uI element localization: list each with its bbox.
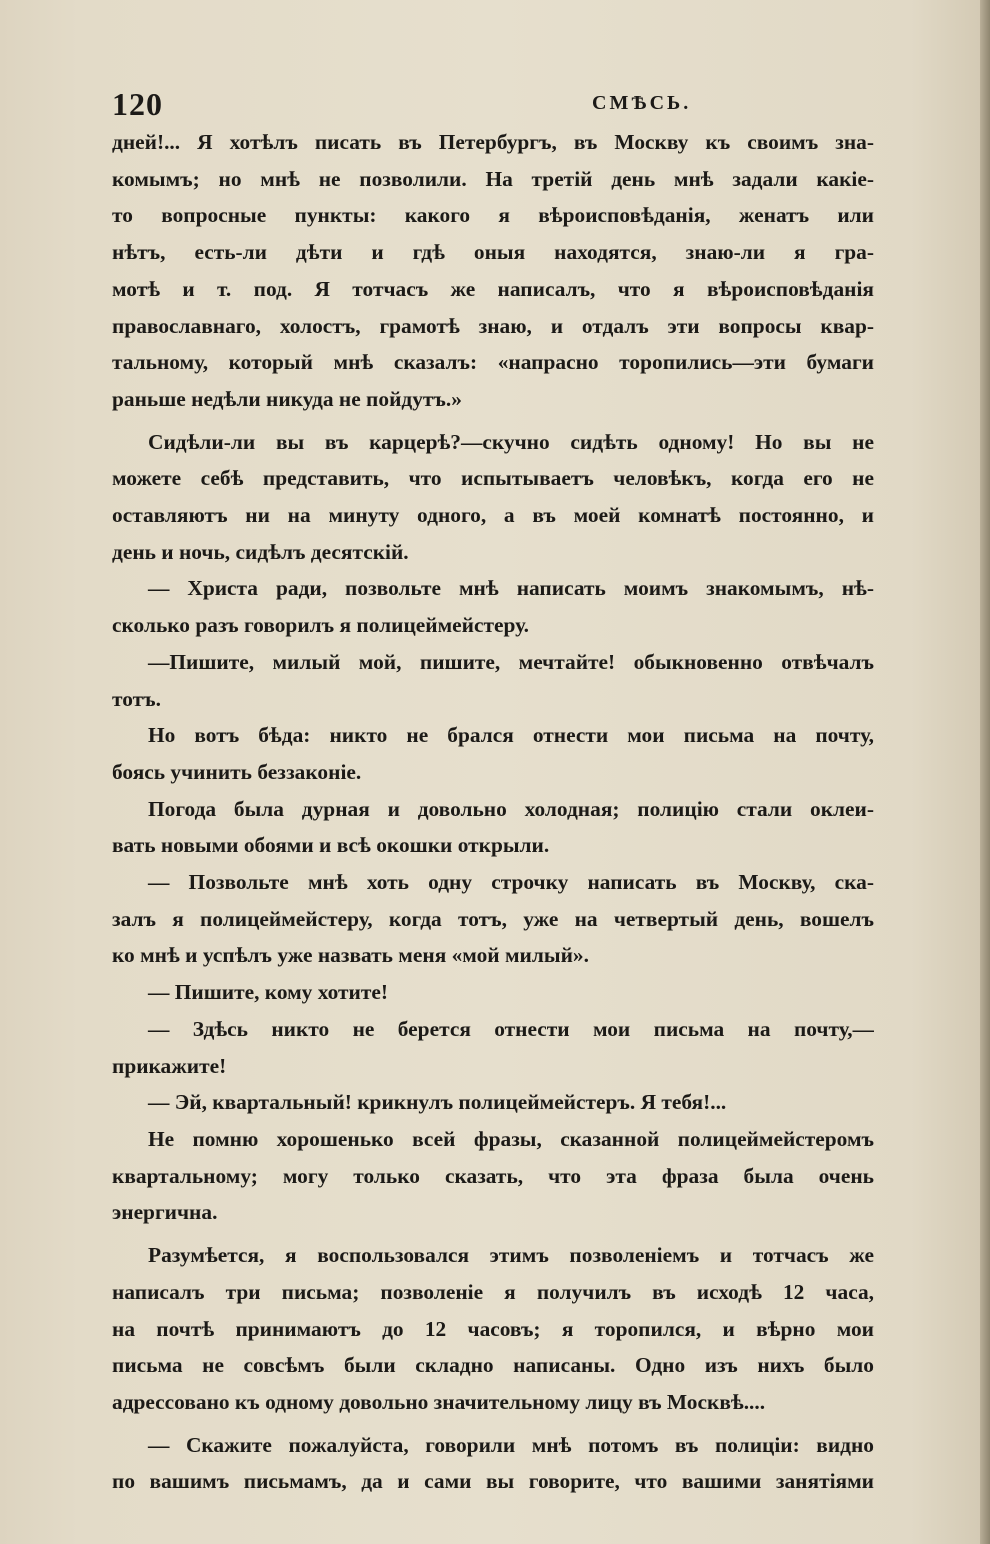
text-line: день и ночь, сидѣлъ десятскій. xyxy=(112,539,409,564)
text-line: Погода была дурная и довольно холодная; полицію стали оклеи- xyxy=(148,796,874,821)
text-line: сколько разъ говорилъ я полицеймейстеру. xyxy=(112,613,530,638)
text-line: Разумѣется, я воспользовался этимъ позволеніемъ и тотчасъ же xyxy=(148,1243,874,1268)
text-line: —Пишите, милый мой, пишите, мечтайте! обыкновенно отвѣчалъ xyxy=(148,649,874,674)
text-line: дней!... Я хотѣлъ писать въ Петербургъ, въ Москву къ своимъ зна- xyxy=(112,130,874,154)
text-line: квартальному; могу только сказать, что эта фраза была очень xyxy=(112,1163,874,1188)
text-line: прикажите! xyxy=(112,1053,227,1078)
page-header xyxy=(112,86,876,126)
text-line: — Христа ради, позвольте мнѣ написать моимъ знакомымъ, нѣ- xyxy=(148,576,874,601)
text-line: ко мнѣ и успѣлъ уже назвать меня «мой милый». xyxy=(112,943,589,968)
text-line: адрессовано къ одному довольно значительному лицу въ Москвѣ.... xyxy=(112,1389,766,1414)
text-line: оставляютъ ни на минуту одного, а въ моей комнатѣ постоянно, и xyxy=(112,503,874,528)
text-line: нѣтъ, есть-ли дѣти и гдѣ оныя находятся, знаю-ли я гра- xyxy=(112,240,874,265)
text-line: на почтѣ принимаютъ до 12 часовъ; я торопился, и вѣрно мои xyxy=(112,1316,874,1341)
text-line: — Эй, квартальный! крикнулъ полицеймейстеръ. Я тебя!... xyxy=(148,1090,727,1115)
text-line: тотъ. xyxy=(112,686,161,711)
page-number: 120 xyxy=(112,86,163,122)
text-line: — Скажите пожалуйста, говорили мнѣ потомъ въ полиціи: видно xyxy=(148,1432,874,1457)
text-line: Сидѣли-ли вы въ карцерѣ?—скучно сидѣть одному! Но вы не xyxy=(148,429,874,454)
text-line: — Позвольте мнѣ хоть одну строчку написать въ Москву, ска- xyxy=(148,870,874,895)
text-line: письма не совсѣмъ были складно написаны. Одно изъ нихъ было xyxy=(112,1353,874,1378)
text-line: — Здѣсь никто не берется отнести мои письма на почту,— xyxy=(148,1016,874,1041)
text-line: мотѣ и т. под. Я тотчасъ же написалъ, что я вѣроисповѣданія xyxy=(112,276,874,301)
text-line: вать новыми обоями и всѣ окошки открыли. xyxy=(112,833,550,858)
text-line: то вопросные пункты: какого я вѣроисповѣданія, женатъ или xyxy=(112,203,874,228)
text-line: можете себѣ представить, что испытываетъ человѣкъ, когда его не xyxy=(112,466,874,491)
text-line: залъ я полицеймейстеру, когда тотъ, уже на четвертый день, вошелъ xyxy=(112,906,874,931)
text-line: по вашимъ письмамъ, да и сами вы говорите, что вашими занятіями xyxy=(112,1469,874,1494)
text-line: тальному, который мнѣ сказалъ: «напрасно торопились—эти бумаги xyxy=(112,350,874,375)
text-line: боясь учинить беззаконіе. xyxy=(112,759,362,784)
text-line: Но вотъ бѣда: никто не брался отнести мои письма на почту, xyxy=(148,723,874,748)
text-line: энергична. xyxy=(112,1200,218,1225)
body-text xyxy=(112,124,874,1500)
text-line: — Пишите, кому хотите! xyxy=(148,980,388,1005)
text-line: Не помню хорошенько всей фразы, сказанной полицеймейстеромъ xyxy=(148,1126,874,1151)
running-head: СМѢСЬ. xyxy=(592,92,692,114)
page-edge xyxy=(980,0,990,1544)
text-line: комымъ; но мнѣ не позволили. На третій день мнѣ задали какіе- xyxy=(112,166,874,191)
text-line: православнаго, холостъ, грамотѣ знаю, и отдалъ эти вопросы квар- xyxy=(112,313,874,338)
text-line: написалъ три письма; позволеніе я получилъ въ исходѣ 12 часа, xyxy=(112,1279,874,1304)
text-line: раньше недѣли никуда не пойдутъ.» xyxy=(112,386,462,411)
